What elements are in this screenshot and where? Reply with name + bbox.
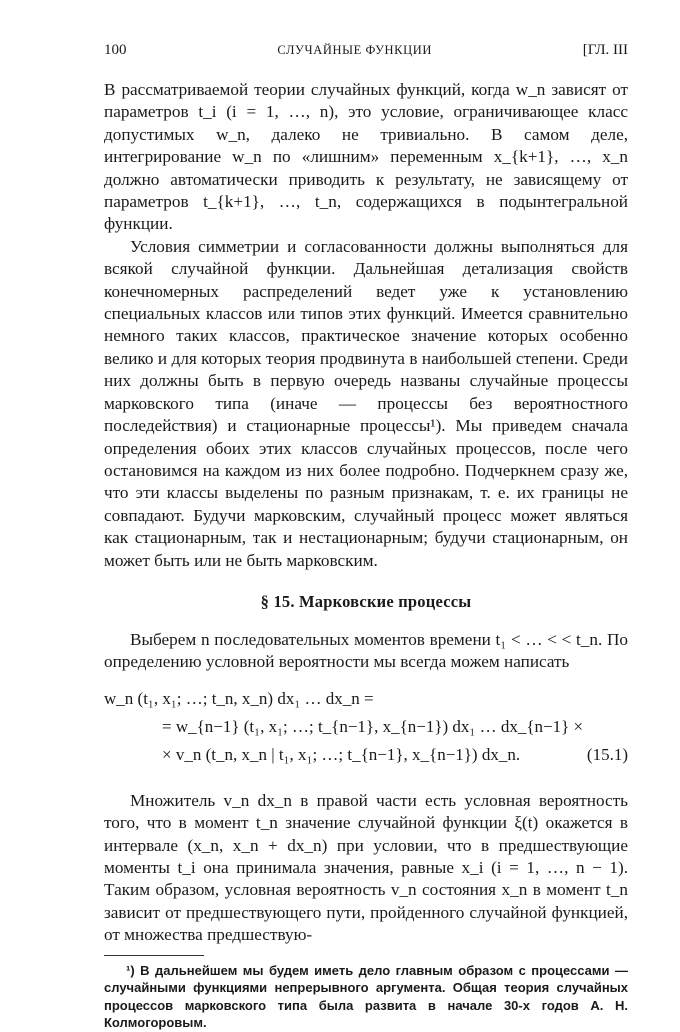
paragraph-2: Условия симметрии и согласованности должны выполняться для всякой случайной функции. Дальнейшая детализация свойств конечномерных распределений ведет уже к установлению специальных классов или типов этих функций. Имеется сравнительно немного таких классов, практическое значение которых особенно велико и для которых теория продвинута в наибольшей степени. Среди них должны быть в первую очередь названы случайные процессы марковского типа (иначе — процессы без вероятностного последействия) и стационарные процессы¹). Мы приведем сначала определения обоих этих классов случайных процессов, после чего остановимся на каждом из них более подробно. Подчеркнем сразу же, что эти классы выделены по разным признакам, т. е. их границы не совпадают. Будучи марковским, случайный процесс может являться как стационарным, так и нестационарным; будучи стационарным, он может быть или не быть марковским. [104,236,628,570]
book-page [104,42,628,1032]
paragraph-1: В рассматриваемой теории случайных функций, когда w_n зависят от параметров t_i (i = 1, …, n), это условие, ограничивающее класс допустимых w_n, далеко не тривиально. В самом деле, интегрирование w_n по «лишним» переменным x_{k+1}, …, x_n должно автоматически приводить к результату, не зависящему от параметров t_{k+1}, …, t_n, содержащихся в подынтегральной функции. [104,80,628,234]
paragraph-4: Множитель v_n dx_n в правой части есть условная вероятность того, что в момент t_n значение случайной функции ξ(t) окажется в интервале (x_n, x_n + dx_n) при условии, что в предшествующие моменты t_i она принимала значения, равные x_i (i = 1, …, n − 1). Таким образом, условная вероятность v_n состояния x_n в момент t_n зависит от предшествующего пути, пройденного случайной функцией, от множества предшествую- [104,790,628,945]
chapter-marker: [ГЛ. III [582,42,628,58]
equation-15-1 [104,686,628,768]
equation-line-3: × v_n (t_n, x_n | t₁, x₁; …; t_{n−1}, x_{n−1}) dx_n. [162,744,521,764]
equation-line-1: w_n (t₁, x₁; …; t_n, x_n) dx₁ … dx_n = [104,688,374,708]
equation-number: (15.1) [586,744,628,764]
section-heading: § 15. Марковские процессы [260,591,472,611]
equation-line-2: = w_{n−1} (t₁, x₁; …; t_{n−1}, x_{n−1}) dx₁ … dx_{n−1} × [162,716,584,736]
footnote: ¹) В дальнейшем мы будем иметь дело главным образом с процессами — случайными функциями непрерывного аргумента. Общая теория случайных процессов марковского типа была развита в начале 30-х годов А. Н. Колмогоровым. [104,962,628,1031]
running-title: СЛУЧАЙНЫЕ ФУНКЦИИ [277,43,432,57]
footnote-rule [104,955,204,956]
page-header [104,42,628,59]
page-number: 100 [104,42,127,58]
paragraph-3: Выберем n последовательных моментов времени t₁ < … < < t_n. По определению условной вероятности мы всегда можем написать [104,629,628,672]
